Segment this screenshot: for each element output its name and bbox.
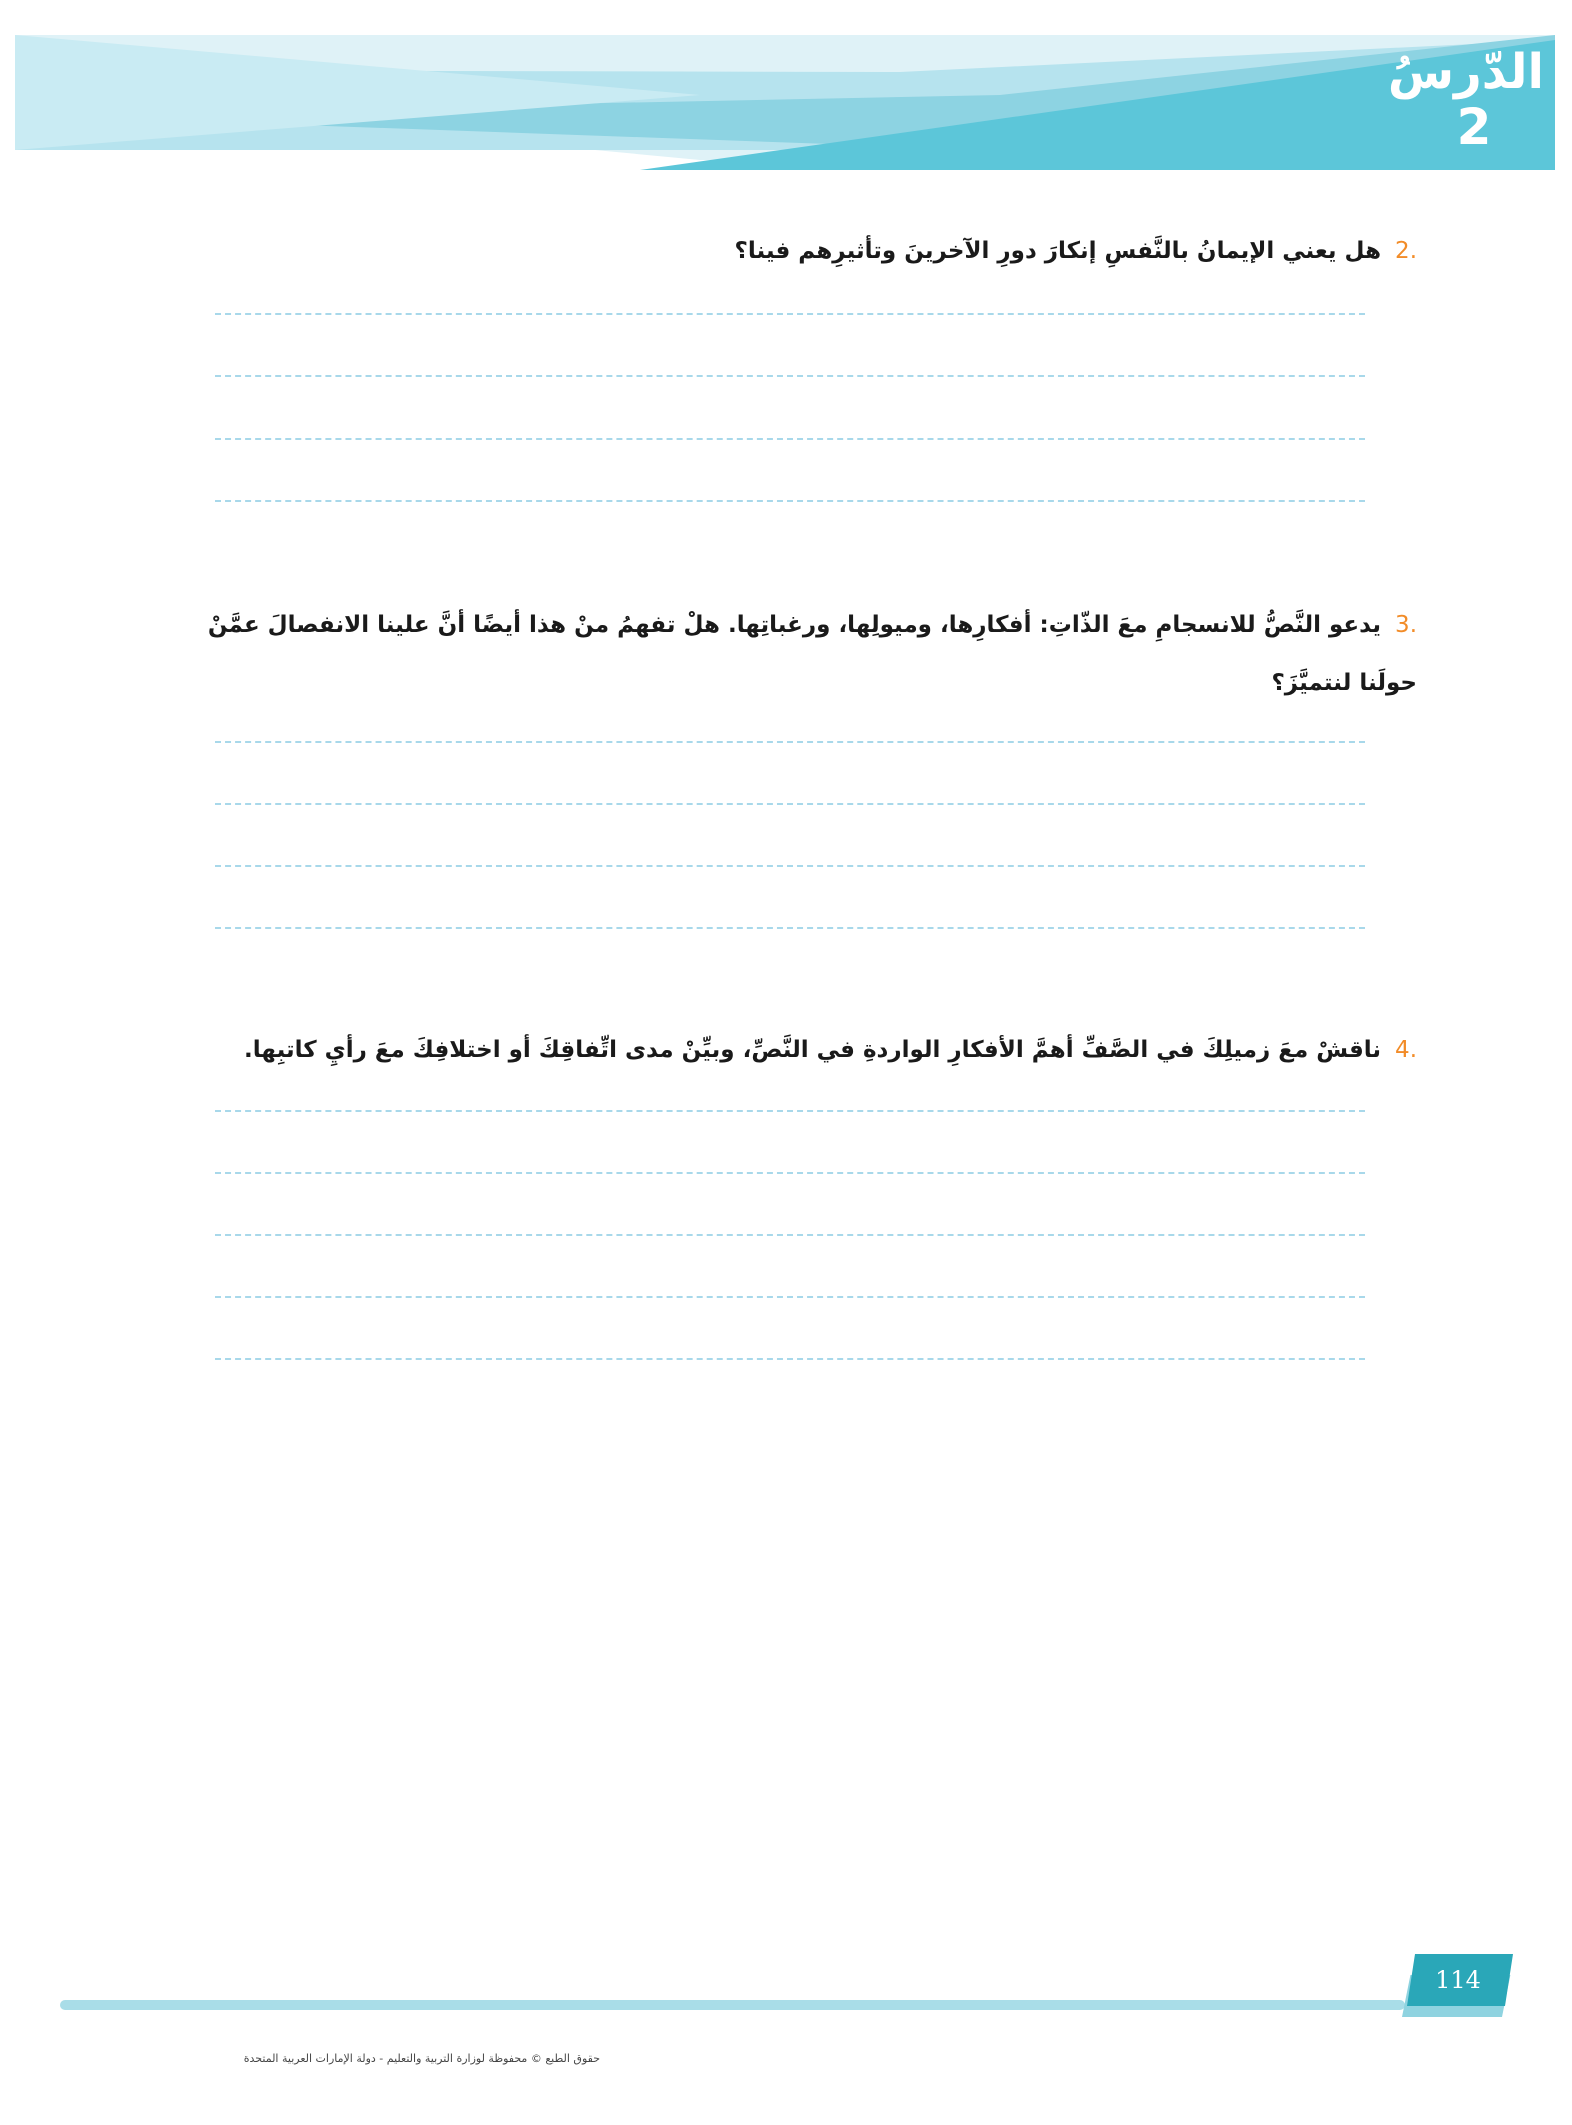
lesson-label [1387,44,1544,156]
answer-line[interactable] [215,927,1365,929]
answer-line[interactable] [215,1110,1365,1112]
question-text: يدعو النَّصُّ للانسجامِ معَ الذّاتِ: أفكارِها، وميولِها، ورغباتِها. هلْ تفهمُ منْ هذا أيضًا أنَّ علينا الانفصالَ عمَّنْ حولَنا لنتميَّزَ؟ [207,612,1417,696]
answer-line[interactable] [215,1358,1365,1360]
answer-line[interactable] [215,375,1365,377]
answer-line[interactable] [215,1172,1365,1174]
answer-line[interactable] [215,1234,1365,1236]
question-4 [177,1021,1417,1079]
lesson-word: الدّرسُ [1387,44,1544,100]
lesson-number: 2 [1456,98,1492,156]
question-2 [177,222,1417,280]
page-number: 114 [1435,1966,1481,1994]
answer-line[interactable] [215,500,1365,502]
answer-line[interactable] [215,1296,1365,1298]
question-3 [177,596,1417,712]
question-number: .4 [1395,1037,1417,1063]
answer-line[interactable] [215,438,1365,440]
question-text: هل يعني الإيمانُ بالنَّفسِ إنكارَ دورِ الآخرينَ وتأثيرِهم فينا؟ [734,238,1382,264]
answer-line[interactable] [215,803,1365,805]
header-banner [0,0,1572,190]
question-number: .3 [1395,612,1417,638]
answer-line[interactable] [215,741,1365,743]
answer-line[interactable] [215,865,1365,867]
answer-line[interactable] [215,313,1365,315]
footer-line [60,2000,1405,2010]
question-number: .2 [1395,238,1417,264]
question-text: ناقشْ معَ زميلِكَ في الصَّفِّ أهمَّ الأفكارِ الواردةِ في النَّصِّ، وبيِّنْ مدى اتِّفاقِكَ أو اختلافِكَ معَ رأيِ كاتبِها. [244,1037,1382,1063]
footer-bar [0,1975,1572,2035]
copyright-notice: حقوق الطبع © محفوظة لوزارة التربية والتعليم - دولة الإمارات العربية المتحدة [243,2052,600,2065]
